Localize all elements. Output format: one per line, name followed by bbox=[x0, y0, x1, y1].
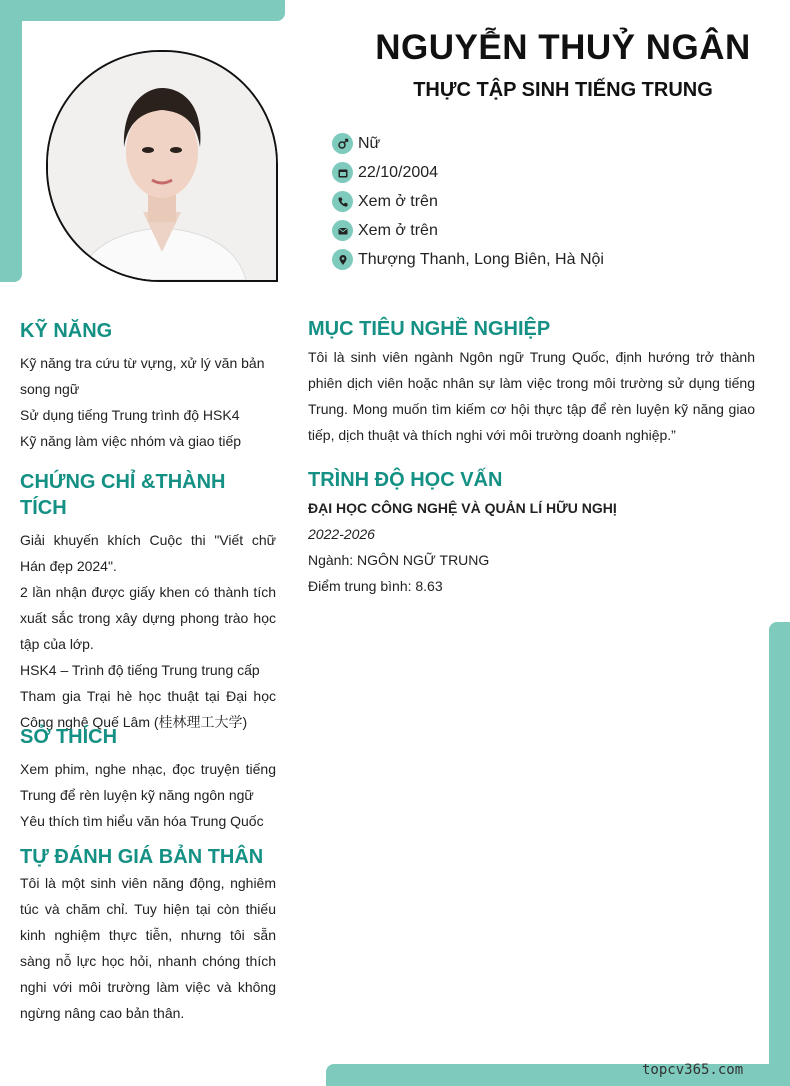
candidate-name: NGUYỄN THUỶ NGÂN bbox=[375, 28, 751, 67]
skill-item: Kỹ năng tra cứu từ vựng, xử lý văn bản song ngữ bbox=[20, 355, 265, 397]
contact-gender-value: Nữ bbox=[358, 134, 381, 152]
self-assessment-text: Tôi là một sinh viên năng động, nghiêm túc và chăm chỉ. Tuy hiện tại còn thiếu kinh nghiệm thực tiễn, nhưng tôi sẵn sàng nỗ lực học hỏi, nhanh chóng thích nghi với môi trường làm việc và không ngừng nâng cao bản thân. bbox=[20, 875, 276, 1021]
contact-list bbox=[332, 129, 604, 274]
education-section bbox=[308, 467, 755, 599]
self-assessment-heading: TỰ ĐÁNH GIÁ BẢN THÂN bbox=[20, 846, 264, 868]
education-heading: TRÌNH ĐỘ HỌC VẤN bbox=[308, 469, 503, 491]
calendar-icon bbox=[332, 162, 353, 183]
hobbies-section bbox=[20, 724, 276, 834]
self-assessment-section bbox=[20, 844, 276, 1026]
objective-section bbox=[308, 316, 755, 448]
skills-section bbox=[20, 318, 276, 454]
education-years: 2022-2026 bbox=[308, 526, 375, 542]
hobby-item: Yêu thích tìm hiểu văn hóa Trung Quốc bbox=[20, 813, 264, 829]
certificate-item: 2 lần nhận được giấy khen có thành tích xuất sắc trong xây dựng phong trào học tập của lớp. bbox=[20, 584, 276, 652]
watermark: topcv365.com bbox=[642, 1062, 744, 1078]
contact-address bbox=[332, 245, 604, 274]
certificates-section bbox=[20, 469, 276, 735]
decor-bar-top bbox=[0, 0, 285, 21]
contact-address-value: Thượng Thanh, Long Biên, Hà Nội bbox=[358, 250, 604, 268]
education-school: ĐẠI HỌC CÔNG NGHỆ VÀ QUẢN LÍ HỮU NGHỊ bbox=[308, 500, 617, 516]
certificate-item: Tham gia Trại hè học thuật tại Đại học Công nghệ Quế Lâm (桂林理工大学) bbox=[20, 688, 276, 730]
certificates-heading: CHỨNG CHỈ &THÀNH TÍCH bbox=[20, 471, 226, 519]
decor-bar-right bbox=[769, 622, 790, 1086]
objective-heading: MỤC TIÊU NGHỀ NGHIỆP bbox=[308, 318, 551, 340]
phone-icon bbox=[332, 191, 353, 212]
skill-item: Kỹ năng làm việc nhóm và giao tiếp bbox=[20, 433, 242, 449]
contact-birthday bbox=[332, 158, 604, 187]
email-icon bbox=[332, 220, 353, 241]
contact-phone-value: Xem ở trên bbox=[358, 192, 438, 210]
job-title: THỰC TẬP SINH TIẾNG TRUNG bbox=[413, 79, 713, 101]
decor-bar-left bbox=[0, 0, 22, 282]
gender-icon bbox=[332, 133, 353, 154]
contact-birthday-value: 22/10/2004 bbox=[358, 163, 439, 181]
contact-email bbox=[332, 216, 604, 245]
location-icon bbox=[332, 249, 353, 270]
hobbies-heading: SỞ THÍCH bbox=[20, 726, 118, 748]
contact-email-value: Xem ở trên bbox=[358, 221, 438, 239]
contact-gender bbox=[332, 129, 604, 158]
certificate-item: Giải khuyến khích Cuộc thi "Viết chữ Hán đẹp 2024". bbox=[20, 532, 276, 574]
education-gpa: Điểm trung bình: 8.63 bbox=[308, 578, 443, 594]
objective-text: Tôi là sinh viên ngành Ngôn ngữ Trung Quốc, định hướng trở thành phiên dịch viên hoặc nhân sự làm việc trong môi trường sử dụng tiếng Trung. Mong muốn tìm kiếm cơ hội thực tập để rèn luyện kỹ năng giao tiếp, dịch thuật và thích nghi với môi trường doanh nghiệp.” bbox=[308, 349, 755, 443]
profile-photo bbox=[46, 50, 278, 282]
contact-phone bbox=[332, 187, 604, 216]
hobby-item: Xem phim, nghe nhạc, đọc truyện tiếng Trung để rèn luyện kỹ năng ngôn ngữ bbox=[20, 761, 276, 803]
portrait-illustration bbox=[48, 52, 276, 280]
education-major: Ngành: NGÔN NGỮ TRUNG bbox=[308, 552, 490, 568]
skill-item: Sử dụng tiếng Trung trình độ HSK4 bbox=[20, 407, 240, 423]
certificate-item: HSK4 – Trình độ tiếng Trung trung cấp bbox=[20, 662, 260, 678]
skills-heading: KỸ NĂNG bbox=[20, 320, 113, 342]
